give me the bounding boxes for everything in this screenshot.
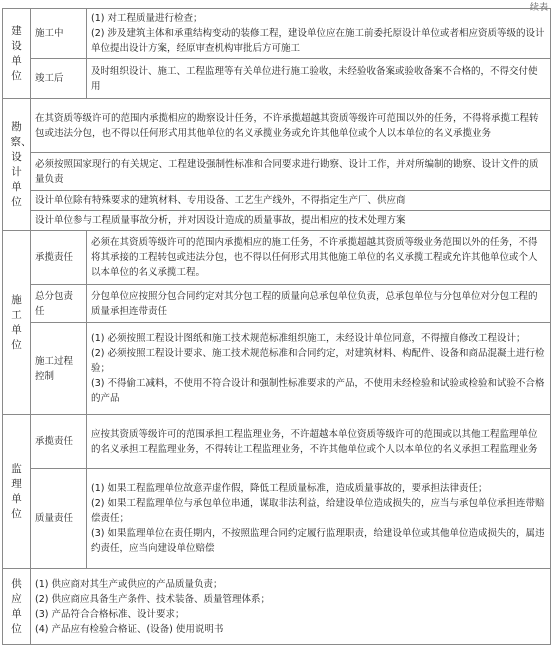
content-cell [87, 469, 551, 569]
content-line: (2) 供应商应具备生产条件、技术装备、质量管理体系； [35, 593, 270, 605]
stage-label: 质量责任 [31, 469, 87, 569]
table-row [3, 469, 551, 569]
unit-label-shigong: 施工单位 [3, 231, 31, 415]
content-cell [87, 59, 551, 99]
content-cell: 设计单位除有特殊要求的建筑材料、专用设备、工艺生产线外，不得指定生产厂、供应商 [31, 191, 551, 211]
stage-label: 施工过程控制 [31, 323, 87, 415]
content-line: 及时组织设计、施工、工程监理等有关单位进行施工验收，未经验收备案或验收备案不合格的，不得交付使用 [91, 65, 538, 92]
content-line: (2) 如果工程监理单位与承包单位串通，谋取非法利益，给建设单位造成损失的，应当与承包单位承担连带赔偿责任； [91, 498, 545, 524]
content-line: (1) 必须按照工程设计图纸和施工技术规范标准组织施工，未经设计单位同意，不得擅自修改工程设计； [91, 333, 526, 344]
content-cell [87, 285, 551, 323]
content-cell [87, 415, 551, 469]
responsibility-table [2, 8, 551, 645]
unit-label-jianli: 监理单位 [3, 415, 31, 569]
table-row [3, 9, 551, 59]
table-row [3, 231, 551, 285]
content-cell [87, 231, 551, 285]
table-row [3, 99, 551, 153]
content-line: (2) 必须按照工程设计要求、施工技术规范标准和合同约定，对建筑材料、构配件、设备和商品混凝土进行检验； [91, 348, 545, 374]
content-line: 应按其资质等级许可的范围承担工程监理业务，不许超越本单位资质等级许可的范围或以其他工程监理单位的名义承担工程监理业务，不得转让工程监理业务，不许其他单位或个人以本单位的名义承担工程监理业务 [91, 428, 538, 455]
table-row [3, 323, 551, 415]
continued-label: 续表 [529, 3, 548, 13]
stage-label: 施工中 [31, 9, 87, 59]
stage-label: 承揽责任 [31, 415, 87, 469]
content-line: 必须在其资质等级许可的范围内承揽相应的施工任务，不许承揽超越其资质等级业务范围以外的任务，不得将其承接的工程转包或违法分包，也不得以任何形式用其他施工单位的名义承揽工程或允许其他单位或个人以本单位的名义承揽工程。 [91, 237, 538, 278]
table-row [3, 285, 551, 323]
content-cell: 在其资质等级许可的范围内承揽相应的勘察设计任务，不许承揽超越其资质等级许可范围以外的任务，不得将承揽工程转包或违法分包，也不得以任何形式用其他单位的名义承揽业务或允许其他单位或个人以本单位的名义承揽业务 [31, 99, 551, 153]
content-line: (1) 供应商对其生产或供应的产品质量负责； [35, 578, 223, 590]
table-row [3, 153, 551, 191]
content-line: (4) 产品应有检验合格证、(设备) 使用说明书 [35, 623, 224, 635]
stage-label: 总分包责任 [31, 285, 87, 323]
table-row [3, 569, 551, 645]
content-cell: 必须按照国家现行的有关规定、工程建设强制性标准和合同要求进行勘察、设计工作，并对所编制的勘察、设计文件的质量负责 [31, 153, 551, 191]
unit-label-gongying: 供应单位 [3, 569, 31, 645]
content-cell [87, 9, 551, 59]
content-line: (2) 涉及建筑主体和承重结构变动的装修工程，建设单位应在施工前委托原设计单位或者相应资质等级的设计单位提出设计方案，经原审查机构审批后方可施工 [91, 28, 545, 54]
table-row [3, 415, 551, 469]
content-line: 分包单位应按照分包合同约定对其分包工程的质量向总承包单位负责，总承包单位与分包单位对分包工程的质量承担连带责任 [91, 290, 538, 317]
table-row [3, 191, 551, 211]
content-line: (3) 产品符合合格标准、设计要求； [35, 608, 185, 620]
content-cell: 设计单位参与工程质量事故分析，并对因设计造成的质量事故，提出相应的技术处理方案 [31, 211, 551, 231]
content-line: (1) 对工程质量进行检查； [91, 13, 203, 24]
stage-label: 承揽责任 [31, 231, 87, 285]
stage-label: 竣工后 [31, 59, 87, 99]
content-line: (3) 不得偷工减料，不使用不符合设计和强制性标准要求的产品，不使用未经检验和试验或检验和试验不合格的产品 [91, 378, 545, 404]
content-cell [31, 569, 551, 645]
table-row [3, 211, 551, 231]
content-line: (1) 如果工程监理单位故意弄虚作假，降低工程质量标准，造成质量事故的，要承担法律责任； [91, 483, 488, 494]
content-cell [87, 323, 551, 415]
unit-label-kancha: 勘察、设计单位 [3, 99, 31, 231]
unit-label-jianshe: 建设单位 [3, 9, 31, 99]
table-row [3, 59, 551, 99]
content-line: (3) 如果监理单位在责任期内，不按照监理合同约定履行监理职责，给建设单位或其他单位造成损失的，属违约责任，应当向建设单位赔偿 [91, 528, 545, 554]
